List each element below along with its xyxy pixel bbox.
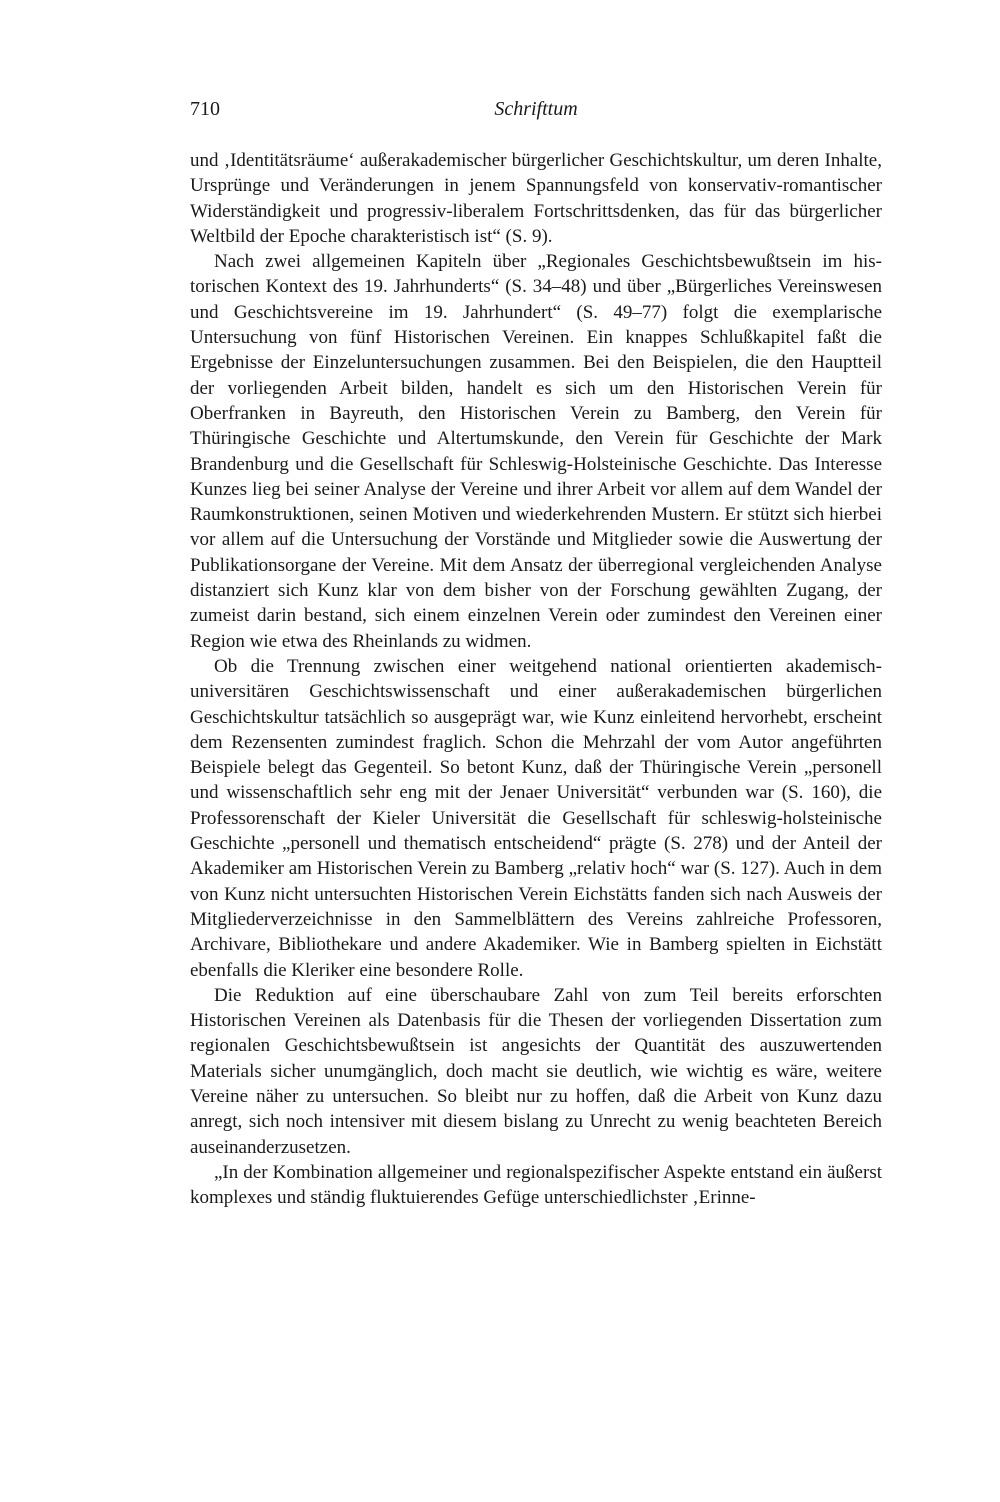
page-number: 710 — [190, 98, 220, 120]
paragraph: und ‚Identitätsräume‘ außerakademischer bürgerlicher Geschichtskultur, um deren Inhalte, Ursprünge und Veränderungen in jenem Spannungsfeld von konservativ-romantischer Widerständigkeit und progressiv-liberalem Fortschrittsdenken, das für das bürgerlicher Weltbild der Epoche charakteristisch ist“ (S. 9). — [190, 150, 882, 247]
paragraph: Die Reduktion auf eine überschaubare Zahl von zum Teil bereits erforschten Historischen Vereinen als Datenbasis für die Thesen der vorliegenden Dissertation zum regionalen Geschichtsbewußtsein ist angesichts der Quantität des auszuwertenden Materials sicher unumgänglich, doch macht sie deutlich, wie wichtig es wäre, weitere Vereine näher zu untersuchen. So bleibt nur zu hoffen, daß die Arbeit von Kunz dazu anregt, sich noch intensiver mit diesem bislang zu Unrecht zu wenig beachteten Bereich auseinanderzusetzen. — [190, 984, 882, 1158]
paragraph: Nach zwei allgemeinen Kapiteln über „Regionales Geschichtsbewußtsein im historischen Kontext des 19. Jahrhunderts“ (S. 34–48) und über „Bürgerliches Vereinswesen und Geschichtsvereine im 19. Jahrhundert“ (S. 49–77) folgt die exemplarische Untersuchung von fünf Historischen Vereinen. Ein knappes Schlußkapitel faßt die Ergebnisse der Einzeluntersuchungen zusammen. Bei den Beispielen, die den Hauptteil der vorliegenden Arbeit bilden, handelt es sich um den Historischen Verein für Oberfranken in Bayreuth, den Historischen Verein zu Bamberg, den Verein für Thüringische Geschichte und Altertumskunde, den Verein für Geschichte der Mark Brandenburg und die Gesellschaft für Schleswig-Holsteinische Geschichte. Das Interesse Kunzes lieg bei seiner Analyse der Vereine und ihrer Arbeit vor allem auf dem Wandel der Raumkonstruktionen, seinen Motiven und wiederkehrenden Mustern. Er stützt sich hierbei vor allem auf die Untersuchung der Vorstände und Mitglieder sowie die Auswertung der Publikationsorgane der Vereine. Mit dem Ansatz der überregional vergleichenden Analyse distanziert sich Kunz klar von dem bisher von der Forschung gewählten Zugang, der zumeist darin bestand, sich einem einzelnen Verein oder zumindest den Vereinen einer Region wie etwa des Rheinlands zu widmen. — [190, 251, 882, 652]
page-header — [190, 98, 882, 128]
paragraph: „In der Kombination allgemeiner und regionalspezifischer Aspekte entstand ein äußerst komplexes und ständig fluktuierendes Gefüge unterschiedlichster ‚Erinne- — [190, 1161, 882, 1209]
running-title: Schrifttum — [494, 98, 578, 120]
paragraph: Ob die Trennung zwischen einer weitgehend national orientierten akademisch-universitären Geschichtswissenschaft und einer außerakademischen bürgerlichen Geschichtskultur tatsächlich so ausgeprägt war, wie Kunz einleitend hervorhebt, erscheint dem Rezensenten zumindest fraglich. Schon die Mehrzahl der vom Autor angeführten Beispiele belegt das Gegenteil. So betont Kunz, daß der Thüringische Verein „personell und wissenschaftlich sehr eng mit der Jenaer Universität“ verbunden war (S. 160), die Professorenschaft der Kieler Universität die Gesellschaft für schleswig-holsteinische Geschichte „personell und thematisch entscheidend“ prägte (S. 278) und der Anteil der Akademiker am Historischen Verein zu Bamberg „relativ hoch“ war (S. 127). Auch in dem von Kunz nicht untersuchten Historischen Verein Eichstätts fanden sich nach Ausweis der Mitgliederverzeichnisse in den Sammelblättern des Vereins zahlreiche Professoren, Archivare, Bibliothekare und andere Akademiker. Wie in Bamberg spielten in Eichstätt ebenfalls die Kleriker eine besondere Rolle. — [190, 655, 882, 981]
body-text — [190, 148, 882, 1210]
